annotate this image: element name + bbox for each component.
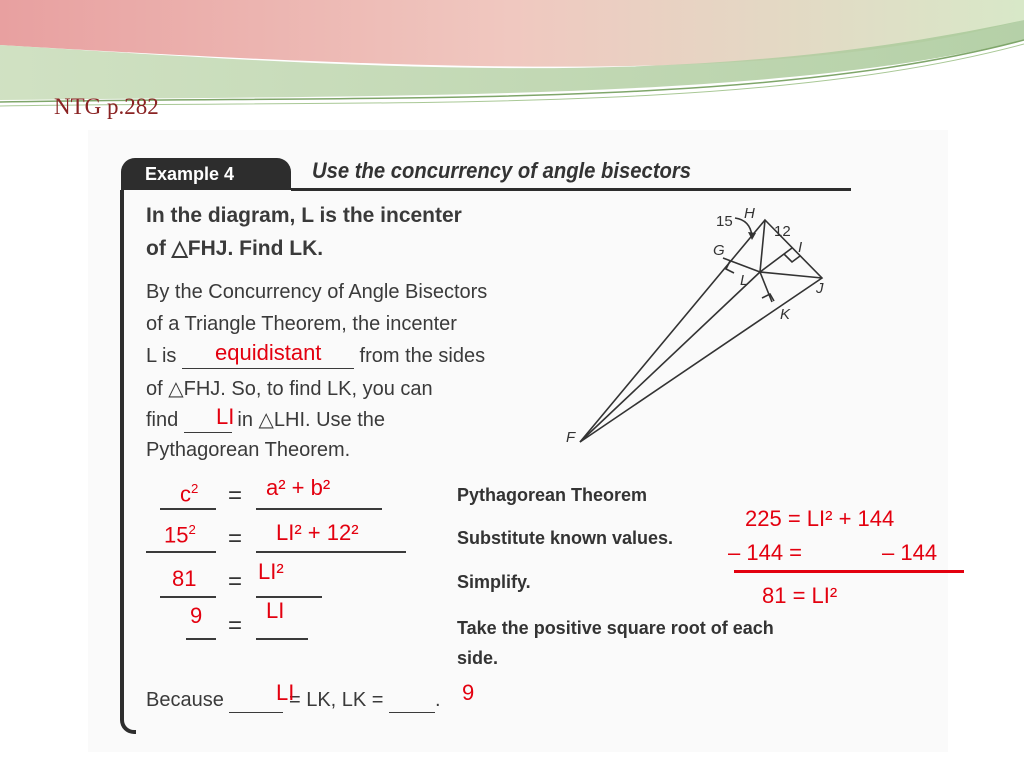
sidework-line-2-right: – 144: [882, 540, 938, 565]
eq3-right: LI²: [258, 559, 284, 584]
solution-line-5b: in △LHI. Use the: [237, 409, 386, 431]
eq1-step: Pythagorean Theorem: [457, 485, 648, 505]
problem-line-1: In the diagram, L is the incenter: [146, 204, 462, 227]
segment-hl: [760, 220, 765, 272]
because-text: Because: [146, 689, 224, 711]
solution-line-1: By the Concurrency of Angle Bisectors: [146, 281, 488, 303]
eq2-left: [164, 522, 196, 548]
eq3-step: Simplify.: [457, 572, 531, 592]
eq2-left-exp: 2: [188, 522, 196, 537]
solution-line-3a: L is: [146, 345, 177, 367]
solution-line-4: of △FHJ. So, to find LK, you can: [146, 378, 433, 400]
sidework-rule: [734, 570, 964, 573]
eq2-equals: =: [228, 525, 243, 552]
label-k: K: [780, 306, 791, 323]
eq4-step: Take the positive square root of each side.: [457, 618, 774, 668]
because-answer-right: 9: [462, 680, 475, 705]
solution-line-2: of a Triangle Theorem, the incenter: [146, 313, 457, 335]
eq3-left: 81: [172, 566, 197, 591]
label-h: H: [744, 205, 755, 222]
example-heading: Use the concurrency of angle bisectors: [312, 158, 692, 183]
solution-line-5a: find: [146, 409, 179, 431]
example-bracket: [120, 190, 136, 734]
eq1-right-line: [256, 508, 382, 510]
eq1-left-line: [160, 508, 216, 510]
eq1-left-exp: 2: [191, 481, 199, 496]
eq2-left-line: [146, 551, 216, 553]
eq2-step: Substitute known values.: [457, 528, 674, 548]
label-f: F: [566, 429, 576, 446]
segment-li: [760, 248, 792, 272]
measure-15: 15: [716, 213, 733, 230]
eq2-right-line: [256, 551, 406, 553]
triangle-diagram: [560, 200, 850, 460]
eq3-left-line: [160, 596, 216, 598]
eq4-right-line: [256, 638, 308, 640]
heading-rule: [291, 188, 851, 191]
sidework-line-1: 225 = LI² + 144: [745, 506, 895, 531]
sidework-line-2-left: – 144 =: [728, 540, 803, 565]
label-i: I: [798, 239, 803, 256]
segment-jl: [760, 272, 822, 278]
because-mid: = LK, LK =: [288, 689, 384, 711]
bisector-fl: [580, 272, 760, 442]
eq1-left: [180, 481, 198, 507]
because-blank-2: [389, 689, 435, 713]
right-angle-k: [762, 294, 774, 301]
sidework-line-3: 81 = LI²: [762, 583, 838, 608]
example-tab: Example 4: [121, 158, 291, 190]
problem-line-2: of △FHJ. Find LK.: [146, 237, 324, 260]
eq1-right: a² + b²: [266, 475, 331, 500]
solution-line-3b: from the sides: [359, 345, 486, 367]
label-l: L: [740, 272, 749, 289]
eq2-left-base: 15: [164, 522, 189, 548]
label-j: J: [816, 280, 824, 297]
eq4-right: LI: [266, 598, 285, 623]
eq4-left-line: [186, 638, 216, 640]
eq4-equals: =: [228, 612, 243, 639]
eq1-left-base: c: [180, 481, 191, 507]
eq2-right: LI² + 12²: [276, 520, 359, 545]
answer-equidistant: equidistant: [215, 340, 322, 365]
eq3-equals: =: [228, 568, 243, 595]
because-answer-left: LI: [276, 680, 295, 705]
label-g: G: [713, 242, 725, 259]
slide-title: NTG p.282: [54, 94, 159, 119]
solution-line-6: Pythagorean Theorem.: [146, 439, 351, 461]
eq1-equals: =: [228, 482, 243, 509]
eq4-left: 9: [190, 603, 203, 628]
measure-12: 12: [774, 223, 791, 240]
because-period: .: [435, 689, 441, 711]
solution-line-5: [146, 407, 385, 433]
answer-find-segment: LI: [216, 404, 235, 429]
